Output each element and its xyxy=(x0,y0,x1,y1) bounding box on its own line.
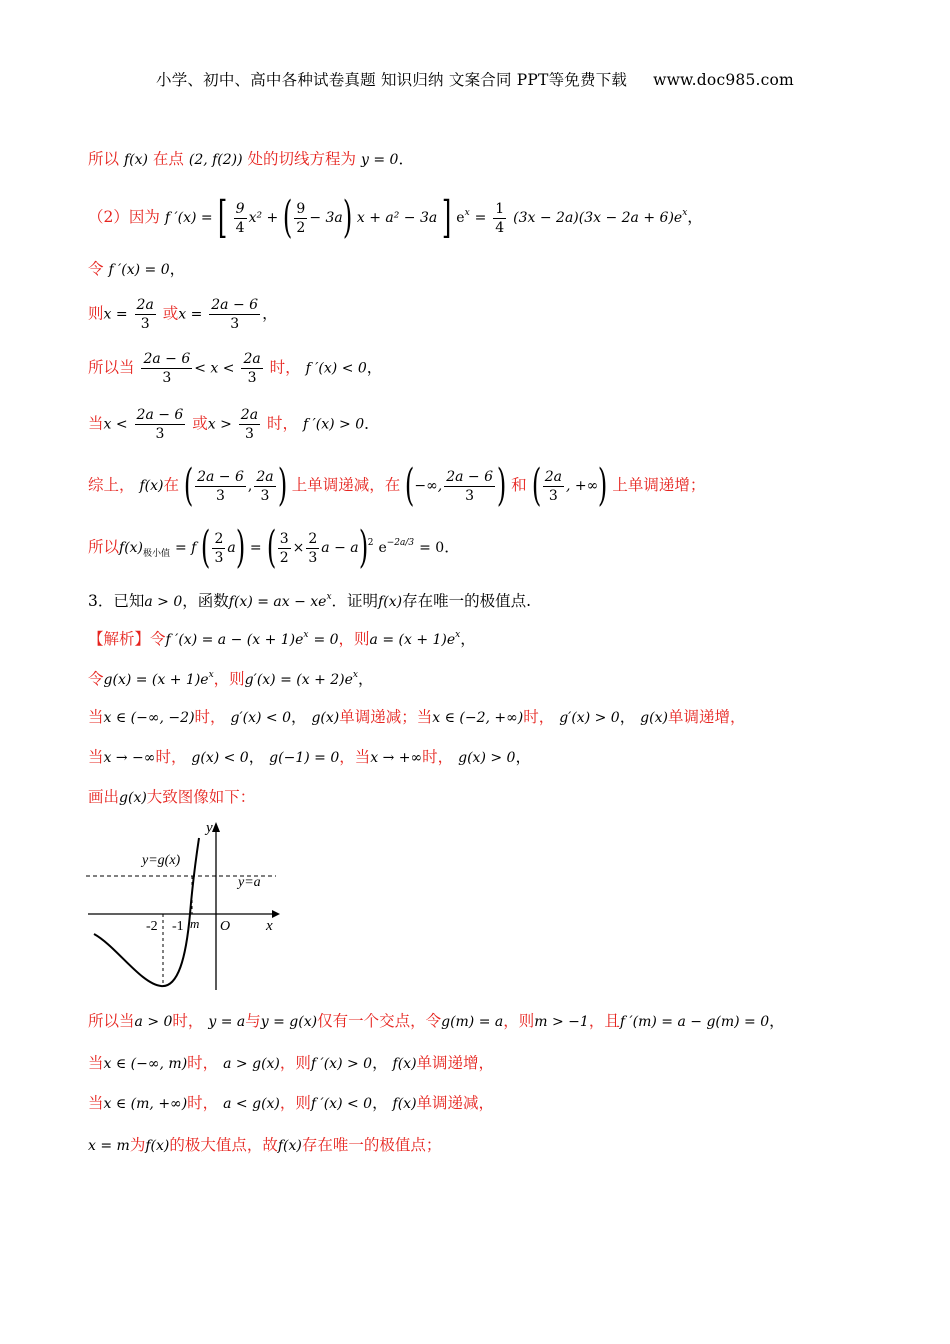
solution-line-2: 令$g(x) = (x + 1)e^x$，则$g'(x) = (x + 2)e^x$， xyxy=(88,670,374,688)
solution-line-6: 所以当a > 0时， y = a与y = g(x)仅有一个交点，令g(m) = a，则m > −1，且f ′(m) = a − g(m) = 0， xyxy=(88,1012,785,1030)
line-decreasing: 所以当 $\frac{2a - 6}{3}$ < x < $\frac{2a}{3}$ 时， f ′(x) < 0， xyxy=(88,351,383,386)
line-increasing: 当x < $\frac{2a - 6}{3}$ 或x > $\frac{2a}{3}$ 时， f ′(x) > 0． xyxy=(88,407,380,442)
page-header xyxy=(0,68,950,90)
label-line: y=a xyxy=(238,875,261,890)
function-graph-figure xyxy=(86,818,286,998)
solution-line-9: x = m为f(x)的极大值点，故f(x)存在唯一的极值点； xyxy=(88,1136,442,1154)
line-set-zero: 令 f ′(x) = 0， xyxy=(88,260,186,278)
origin-label: O xyxy=(220,919,231,934)
solution-line-8: 当x ∈ (m, +∞)时， a < g(x)，则f ′(x) < 0， f(x)单调递减， xyxy=(88,1094,495,1112)
solution-line-3: 当x ∈ (−∞, −2)时， g′(x) < 0， g(x)单调递减；当x ∈ (−2, +∞)时， g′(x) > 0， g(x)单调递增， xyxy=(88,708,746,726)
line-minimum: 所以$f(x)_{极小值} = f$ ( $\frac{2}{3}$ a) = ( $\frac{3}{2}$ × $\frac{2}{3}$ a − a)$^2$ $e^{-2a/3} = 0$． xyxy=(88,522,460,573)
y-axis-arrow-icon xyxy=(212,822,220,832)
line-derivative: （2）因为 f ′(x) = [ $\frac{9}{4}$ x² + ( $\frac{9}{2}$ − 3a) x + a² − 3a ] $e^x$ = $\frac{1}{4}$ $(3x - 2a)(3x - 2a + 6)e^x$， xyxy=(88,192,703,243)
tick-minus-2: -2 xyxy=(146,919,158,934)
line-roots: 则x = $\frac{2a}{3}$ 或x = $\frac{2a - 6}{3}$ ， xyxy=(88,297,278,332)
tick-m: m xyxy=(190,916,200,931)
label-y: y xyxy=(206,820,213,836)
solution-line-5: 画出g(x)大致图像如下： xyxy=(88,788,256,806)
tick-minus-1: -1 xyxy=(172,919,184,934)
label-x: x xyxy=(266,918,273,934)
line-summary: 综上， f(x)在 ( $\frac{2a - 6}{3}$ , $\frac{2a}{3}$ ) 上单调递减，在 (−∞, $\frac{2a - 6}{3}$ ) 和 ( $\frac{2a}{3}$ , +∞) 上单调递增； xyxy=(88,460,706,511)
header-site: www.doc985.com xyxy=(653,71,794,89)
question-3: 3．已知a > 0，函数f(x) = ax − $xe^x$．证明f(x)存在唯一的极值点. xyxy=(88,592,532,610)
solution-line-7: 当x ∈ (−∞, m)时， a > g(x)，则f ′(x) > 0， f(x)单调递增， xyxy=(88,1054,495,1072)
x-axis-arrow-icon xyxy=(272,910,280,918)
header-text: 小学、初中、高中各种试卷真题 知识归纳 文案合同 PPT等免费下载 xyxy=(156,71,628,89)
solution-line-4: 当x → −∞时， g(x) < 0， g(−1) = 0，当x → +∞时， g(x) > 0， xyxy=(88,748,531,766)
solution-line-1: 【解析】令f $'(x) = a - (x + 1)e^x = 0$，则$a = (x + 1)e^x$， xyxy=(88,630,476,648)
line-tangent: 所以 f(x) 在点 (2, f(2)) 处的切线方程为 y = 0． xyxy=(88,150,414,168)
label-curve: y=g(x) xyxy=(142,853,181,868)
